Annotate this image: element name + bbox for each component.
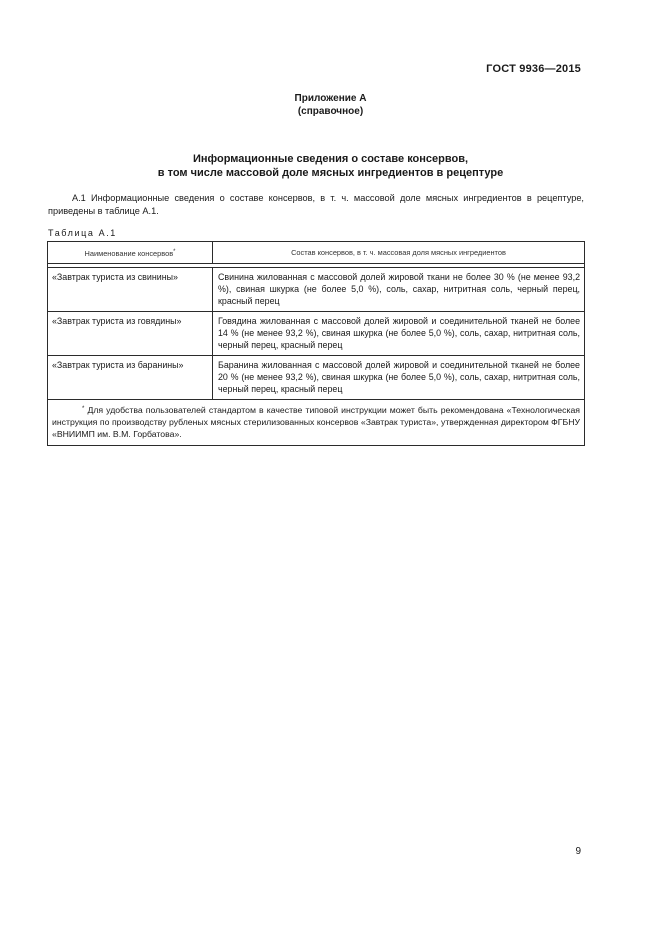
- section-title-line2: в том числе массовой доле мясных ингредиентов в рецептуре: [157, 167, 504, 179]
- annex-title: Приложение А: [294, 93, 367, 104]
- header-name-mark: *: [173, 248, 176, 255]
- header-composition: Состав консервов, в т. ч. массовая доля мясных ингредиентов: [213, 242, 585, 264]
- table-row: [48, 312, 585, 356]
- row-name: «Завтрак туриста из говядины»: [48, 312, 213, 356]
- footnote-text: Для удобства пользователей стандартом в качестве типовой инструкции может быть рекомендована «Технологическая инструкция по производству рубленых мясных стерилизованных консервов «Завтрак туриста», утвержденная директором ФГБНУ «ВНИИМП им. В.М. Горбатова».: [52, 405, 580, 439]
- row-name: «Завтрак туриста из свинины»: [48, 268, 213, 312]
- table-caption: Таблица А.1: [48, 228, 117, 238]
- table-footnote-row: [48, 400, 585, 446]
- table-footnote: [48, 400, 585, 446]
- row-composition: Свинина жилованная с массовой долей жировой ткани не более 30 % (не менее 93,2 %), свиная шкурка (не более 5,0 %), соль, сахар, нитритная соль, черный перец, красный перец: [213, 268, 585, 312]
- table-header-row: [48, 242, 585, 264]
- row-composition: Говядина жилованная с массовой долей жировой и соединительной тканей не более 14 % (не менее 93,2 %), свиная шкурка (не более 5,0 %), соль, сахар, нитритная соль, черный перец, красный перец: [213, 312, 585, 356]
- table-row: [48, 356, 585, 400]
- section-title-line1: Информационные сведения о составе консервов,: [192, 153, 469, 165]
- annex-note: (справочное): [297, 106, 364, 117]
- standard-code: ГОСТ 9936—2015: [486, 63, 581, 75]
- annex-heading: [0, 92, 661, 118]
- row-composition: Баранина жилованная с массовой долей жировой и соединительной тканей не более 20 % (не менее 93,2 %), свиная шкурка (не более 5,0 %), соль, сахар, нитритная соль, черный перец, красный перец: [213, 356, 585, 400]
- row-name: «Завтрак туриста из баранины»: [48, 356, 213, 400]
- paragraph-a1: [48, 192, 584, 217]
- page-number: 9: [575, 846, 581, 857]
- table-row: [48, 268, 585, 312]
- header-name: [48, 242, 213, 264]
- composition-table: [47, 241, 585, 446]
- section-title: [0, 152, 661, 180]
- paragraph-a1-text: А.1 Информационные сведения о составе консервов, в т. ч. массовой доле мясных ингредиентов в рецептуре, приведены в таблице А.1.: [48, 193, 584, 216]
- header-name-label: Наименование консервов: [84, 248, 174, 258]
- footnote-mark: *: [82, 406, 85, 412]
